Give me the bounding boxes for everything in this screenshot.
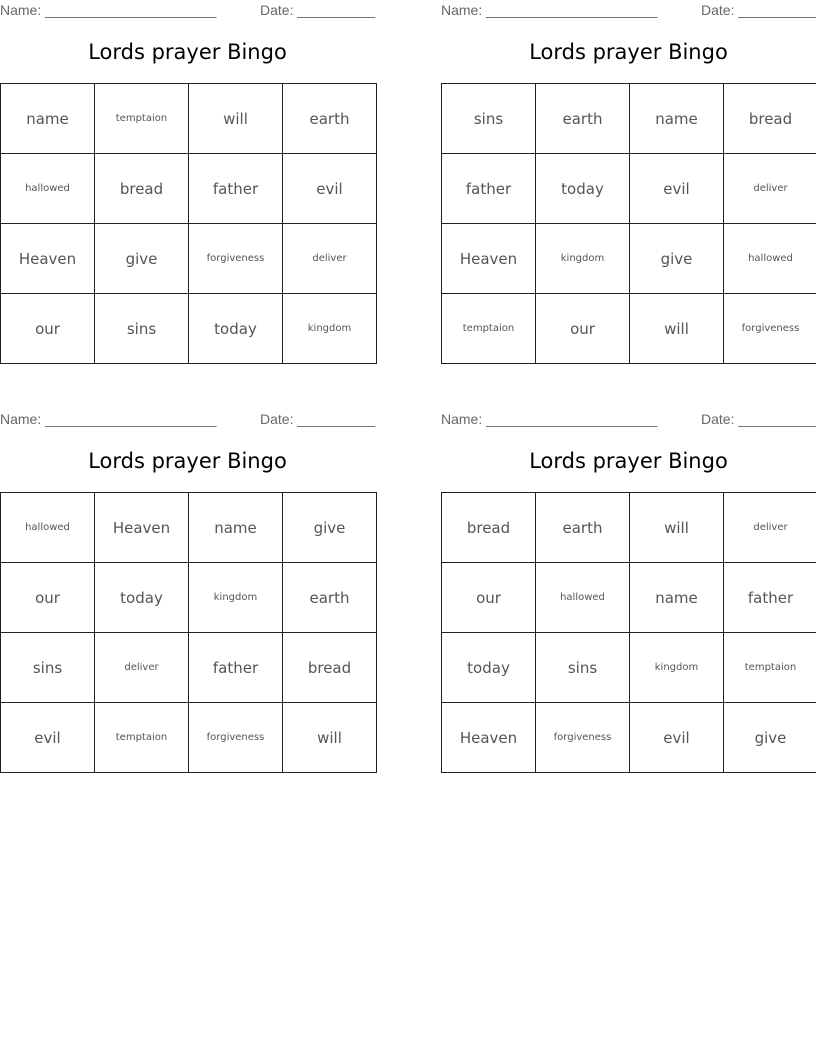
bingo-grid	[0, 492, 377, 773]
bingo-cell: deliver	[724, 154, 816, 224]
name-field: Name: ______________________	[0, 2, 217, 18]
bingo-row	[1, 84, 377, 154]
bingo-cell: deliver	[95, 633, 189, 703]
bingo-row	[1, 224, 377, 294]
bingo-cell: evil	[630, 703, 724, 773]
bingo-cell: temptaion	[442, 294, 536, 364]
bingo-cell: give	[95, 224, 189, 294]
bingo-cell: will	[630, 294, 724, 364]
bingo-cell: sins	[95, 294, 189, 364]
bingo-cell: deliver	[724, 493, 816, 563]
bingo-cell: evil	[283, 154, 377, 224]
bingo-cell: Heaven	[442, 224, 536, 294]
bingo-row	[1, 493, 377, 563]
bingo-cell: bread	[724, 84, 816, 154]
bingo-card	[0, 0, 375, 370]
bingo-cell: name	[1, 84, 95, 154]
bingo-grid	[0, 83, 377, 364]
bingo-cell: father	[189, 633, 283, 703]
bingo-cell: will	[189, 84, 283, 154]
bingo-row	[1, 294, 377, 364]
bingo-cell: today	[95, 563, 189, 633]
bingo-cell: earth	[536, 84, 630, 154]
bingo-cell: father	[189, 154, 283, 224]
name-date-line	[0, 2, 375, 20]
bingo-cell: name	[630, 563, 724, 633]
card-title: Lords prayer Bingo	[529, 40, 728, 64]
bingo-cell: name	[189, 493, 283, 563]
bingo-card	[441, 409, 816, 779]
bingo-cell: earth	[536, 493, 630, 563]
date-field: Date: __________	[260, 2, 376, 18]
bingo-cell: forgiveness	[724, 294, 816, 364]
name-field: Name: ______________________	[441, 2, 658, 18]
bingo-cell: today	[189, 294, 283, 364]
bingo-cell: give	[630, 224, 724, 294]
bingo-cell: our	[1, 294, 95, 364]
bingo-cell: hallowed	[536, 563, 630, 633]
bingo-row	[442, 154, 816, 224]
bingo-cell: temptaion	[724, 633, 816, 703]
bingo-cell: kingdom	[630, 633, 724, 703]
bingo-row	[442, 84, 816, 154]
bingo-cell: our	[1, 563, 95, 633]
bingo-cell: today	[536, 154, 630, 224]
name-date-line	[441, 2, 816, 20]
date-field: Date: __________	[260, 411, 376, 427]
card-title: Lords prayer Bingo	[88, 40, 287, 64]
card-title: Lords prayer Bingo	[529, 449, 728, 473]
name-date-line	[0, 411, 375, 429]
bingo-cell: hallowed	[724, 224, 816, 294]
bingo-cell: forgiveness	[189, 703, 283, 773]
bingo-cell: earth	[283, 563, 377, 633]
bingo-row	[442, 563, 816, 633]
bingo-row	[442, 633, 816, 703]
bingo-cell: Heaven	[1, 224, 95, 294]
bingo-cell: forgiveness	[536, 703, 630, 773]
bingo-row	[442, 294, 816, 364]
bingo-cell: name	[630, 84, 724, 154]
bingo-cell: sins	[1, 633, 95, 703]
bingo-cell: temptaion	[95, 84, 189, 154]
bingo-grid	[441, 83, 816, 364]
bingo-cell: sins	[442, 84, 536, 154]
bingo-cell: sins	[536, 633, 630, 703]
bingo-cell: bread	[283, 633, 377, 703]
bingo-grid	[441, 492, 816, 773]
name-date-line	[441, 411, 816, 429]
bingo-cell: today	[442, 633, 536, 703]
bingo-cell: Heaven	[442, 703, 536, 773]
bingo-row	[442, 703, 816, 773]
bingo-cell: our	[536, 294, 630, 364]
bingo-cell: deliver	[283, 224, 377, 294]
bingo-cell: will	[630, 493, 724, 563]
bingo-cell: forgiveness	[189, 224, 283, 294]
bingo-cell: temptaion	[95, 703, 189, 773]
bingo-cell: hallowed	[1, 493, 95, 563]
bingo-cell: evil	[630, 154, 724, 224]
bingo-cell: will	[283, 703, 377, 773]
bingo-row	[1, 703, 377, 773]
bingo-cell: give	[283, 493, 377, 563]
card-title: Lords prayer Bingo	[88, 449, 287, 473]
bingo-cell: evil	[1, 703, 95, 773]
bingo-cell: earth	[283, 84, 377, 154]
bingo-cell: Heaven	[95, 493, 189, 563]
bingo-cell: father	[724, 563, 816, 633]
bingo-row	[442, 224, 816, 294]
bingo-cell: give	[724, 703, 816, 773]
bingo-row	[1, 154, 377, 224]
bingo-card	[441, 0, 816, 370]
date-field: Date: __________	[701, 411, 816, 427]
bingo-cell: our	[442, 563, 536, 633]
bingo-row	[442, 493, 816, 563]
date-field: Date: __________	[701, 2, 816, 18]
bingo-cell: bread	[95, 154, 189, 224]
name-field: Name: ______________________	[0, 411, 217, 427]
bingo-cell: kingdom	[189, 563, 283, 633]
bingo-cell: kingdom	[283, 294, 377, 364]
bingo-row	[1, 563, 377, 633]
bingo-cell: father	[442, 154, 536, 224]
bingo-card	[0, 409, 375, 779]
bingo-row	[1, 633, 377, 703]
bingo-cell: hallowed	[1, 154, 95, 224]
name-field: Name: ______________________	[441, 411, 658, 427]
bingo-cell: kingdom	[536, 224, 630, 294]
bingo-cell: bread	[442, 493, 536, 563]
